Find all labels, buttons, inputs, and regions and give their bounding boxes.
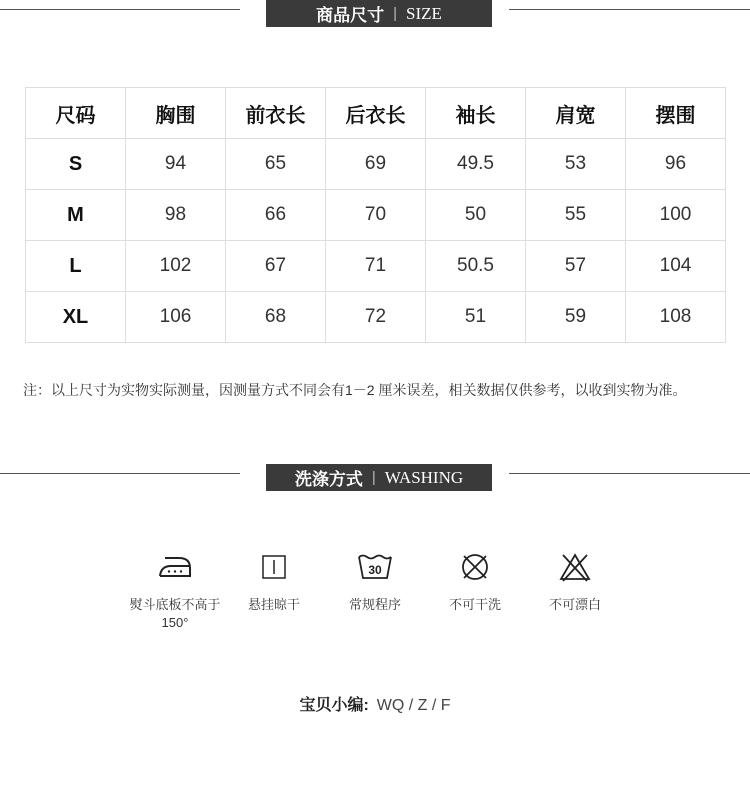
table-row (26, 139, 726, 190)
wash-title-en: WASHING (384, 467, 464, 487)
size-title-box (266, 0, 492, 27)
table-cell: 49.5 (426, 139, 526, 190)
table-cell: 51 (426, 292, 526, 343)
divider-line (509, 473, 750, 474)
size-label-cell: L (26, 241, 126, 292)
table-row (26, 241, 726, 292)
table-cell: 65 (226, 139, 326, 190)
divider-line (509, 9, 750, 10)
editor-credit (0, 692, 750, 715)
iron-icon (125, 548, 225, 586)
care-item-iron (125, 548, 225, 632)
wash-section-header (0, 464, 750, 492)
table-cell: 59 (526, 292, 626, 343)
care-label: 不可干洗 (448, 597, 501, 612)
size-title-en: SIZE (406, 3, 442, 23)
table-cell: 72 (326, 292, 426, 343)
table-row (26, 190, 726, 241)
table-cell: 94 (126, 139, 226, 190)
editor-value: WQ / Z / F (376, 697, 451, 714)
column-header: 袖长 (426, 88, 526, 139)
care-label: 不可漂白 (548, 597, 601, 612)
measurement-note: 注：以上尺寸为实物实际测量，因测量方式不同会有1－2 厘米误差，相关数据仅供参考，以收到实物为准。 (23, 382, 687, 398)
hang-dry-icon (224, 548, 324, 586)
column-header: 前衣长 (226, 88, 326, 139)
table-cell: 70 (326, 190, 426, 241)
table-cell: 68 (226, 292, 326, 343)
table-cell: 100 (626, 190, 726, 241)
care-label: 常规程序 (348, 597, 401, 612)
divider-line (0, 473, 240, 474)
care-item-hang-dry (224, 548, 324, 614)
title-separator: | (393, 5, 397, 22)
table-cell: 67 (226, 241, 326, 292)
care-item-wash-30 (325, 548, 425, 614)
column-header: 肩宽 (526, 88, 626, 139)
care-item-no-bleach (525, 548, 625, 614)
size-label-cell: XL (26, 292, 126, 343)
table-cell: 55 (526, 190, 626, 241)
size-section-header (0, 0, 750, 28)
table-cell: 102 (126, 241, 226, 292)
table-cell: 104 (626, 241, 726, 292)
care-item-no-dry-clean (425, 548, 525, 614)
table-cell: 53 (526, 139, 626, 190)
table-cell: 98 (126, 190, 226, 241)
table-cell: 69 (326, 139, 426, 190)
table-cell: 96 (626, 139, 726, 190)
care-label: 悬挂晾干 (247, 597, 300, 612)
column-header: 后衣长 (326, 88, 426, 139)
care-label: 熨斗底板不高于150° (129, 597, 221, 630)
table-cell: 108 (626, 292, 726, 343)
table-cell: 50.5 (426, 241, 526, 292)
wash-title-box (266, 464, 492, 491)
table-row (26, 292, 726, 343)
table-cell: 50 (426, 190, 526, 241)
no-bleach-icon (525, 548, 625, 586)
no-dry-clean-icon (425, 548, 525, 586)
column-header: 胸围 (126, 88, 226, 139)
title-separator: | (371, 469, 376, 486)
wash-30-icon (325, 548, 425, 586)
table-cell: 66 (226, 190, 326, 241)
table-cell: 106 (126, 292, 226, 343)
table-cell: 71 (326, 241, 426, 292)
wash-temp-label: 30 (368, 563, 382, 577)
size-label-cell: S (26, 139, 126, 190)
size-label-cell: M (26, 190, 126, 241)
column-header: 尺码 (26, 88, 126, 139)
column-header: 摆围 (626, 88, 726, 139)
wash-title-cn: 洗涤方式 (294, 470, 363, 489)
table-header-row (26, 88, 726, 139)
editor-label: 宝贝小编: (299, 697, 369, 714)
size-title-cn: 商品尺寸 (316, 6, 385, 25)
table-cell: 57 (526, 241, 626, 292)
size-table (25, 87, 726, 343)
divider-line (0, 9, 240, 10)
